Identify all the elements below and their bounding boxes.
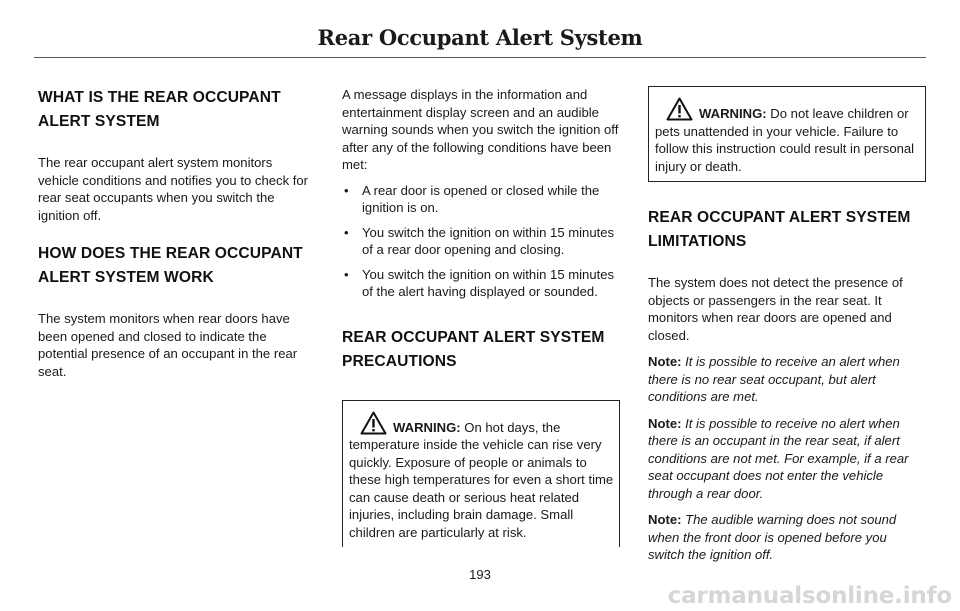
warning-label: WARNING: [699,106,767,121]
heading-line: ALERT SYSTEM WORK [38,269,214,286]
list-item: • You switch the ignition on within 15 minutes of the alert having displayed or sounded. [342,266,620,301]
paragraph-limitations: The system does not detect the presence of objects or passengers in the rear seat. It monitors when rear doors are opened and closed. [648,275,903,343]
note [648,353,926,406]
heading-line: WHAT IS THE REAR OCCUPANT [38,89,281,106]
note-text: It is possible to receive an alert when there is no rear seat occupant, but alert conditions are met. [648,354,900,404]
warning-triangle-icon [360,411,387,435]
heading-precautions [342,326,620,374]
heading-line: LIMITATIONS [648,233,747,250]
warning-box-unattended [648,86,926,182]
page-title: Rear Occupant Alert System [317,25,643,50]
heading-how-does [38,242,316,290]
note-label: Note: [648,512,682,527]
heading-limitations [648,206,926,254]
conditions-list [342,182,620,301]
paragraph-how-does: The system monitors when rear doors have been opened and closed to indicate the potential presence of an occupant in the rear seat. [38,311,298,379]
warning-triangle-icon [666,97,693,121]
warning-label: WARNING: [393,419,461,435]
heading-what-is [38,86,316,134]
paragraph-conditions-intro: A message displays in the information and entertainment display screen and an audible warning sounds when you switch the ignition off after any of the following conditions have been met: [342,87,619,172]
note-text: It is possible to receive no alert when there is an occupant in the rear seat, if alert conditions are not met. For example, if a rear seat occupant does not enter the vehicle through a rear door. [648,415,909,501]
warning-box-heat [342,400,620,548]
page-number: 193 [469,567,491,582]
note-text: The audible warning does not sound when the front door is opened before you switch the ignition off. [648,512,897,562]
heading-line: ALERT SYSTEM [38,113,160,130]
note [648,415,926,503]
watermark: carmanualsonline.info [667,583,952,609]
column-3 [648,86,926,573]
page-header [34,20,926,58]
warning-text: On hot days, the temperature inside the vehicle can rise very quickly. Exposure of people or animals to these high temperatures for even a short time can cause death or serious heat related injuries, including brain damage. Small children are particularly at risk. [349,419,614,540]
note [648,511,926,564]
heading-line: PRECAUTIONS [342,352,457,370]
note-label: Note: [648,354,682,369]
column-1 [38,86,316,389]
heading-line: REAR OCCUPANT ALERT SYSTEM [648,209,911,226]
paragraph-what-is: The rear occupant alert system monitors vehicle conditions and notifies you to check for rear seat occupants when you switch the ignition off. [38,155,309,223]
heading-line: HOW DOES THE REAR OCCUPANT [38,245,303,262]
list-item: • You switch the ignition on within 15 minutes of a rear door opening and closing. [342,224,620,259]
note-label: Note: [648,415,682,431]
list-item: • A rear door is opened or closed while the ignition is on. [342,182,620,217]
heading-line: REAR OCCUPANT ALERT SYSTEM [342,328,605,346]
column-2 [342,86,620,547]
warning-text: Do not leave children or pets unattended in your vehicle. Failure to follow this instruction could result in personal injury or death. [655,106,915,174]
